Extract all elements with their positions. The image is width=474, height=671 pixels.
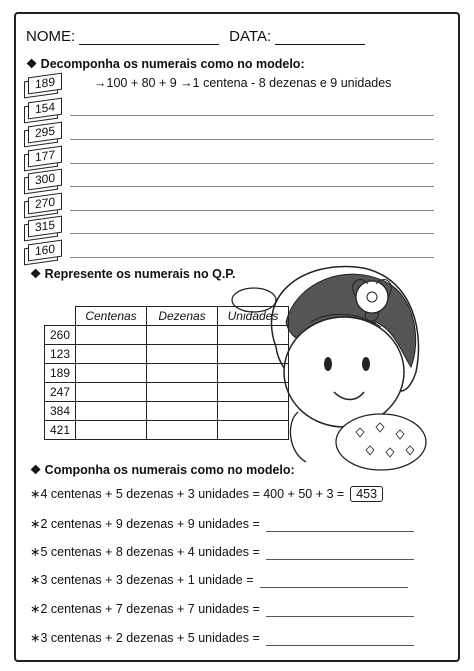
tag-number: 189 [28,73,62,95]
decompose-row [24,170,434,192]
decompose-row [24,217,434,239]
table-row [45,326,289,345]
compose-row [30,630,414,646]
tag-number: 295 [28,122,62,144]
answer-line[interactable] [70,115,434,116]
answer-blank[interactable] [266,517,414,532]
tag-number: 160 [28,240,62,262]
table-row [45,345,289,364]
place-value-table [44,306,289,440]
decompose-row [24,194,434,216]
answer-blank[interactable] [260,573,408,588]
cell-unidades[interactable] [218,345,289,364]
number-tag [24,123,66,141]
compose-text: ∗5 centenas + 8 dezenas + 4 unidades = [30,545,260,559]
cell-centenas[interactable] [76,421,147,440]
answer-line[interactable] [70,139,434,140]
cell-dezenas[interactable] [147,326,218,345]
table-row [45,364,289,383]
tag-number: 315 [28,216,62,238]
row-number: 189 [45,364,76,383]
tag-number: 300 [28,169,62,191]
cell-centenas[interactable] [76,326,147,345]
answer-line[interactable] [70,210,434,211]
cell-unidades[interactable] [218,383,289,402]
cell-unidades[interactable] [218,364,289,383]
cell-dezenas[interactable] [147,345,218,364]
decompose-row [24,74,434,96]
header [26,28,365,45]
number-tag [24,194,66,212]
cell-centenas[interactable] [76,402,147,421]
compose-row [30,544,414,560]
compose-text: ∗3 centenas + 3 dezenas + 1 unidade = [30,573,254,587]
number-tag [24,74,66,92]
model-example: →100 + 80 + 9 →1 centena - 8 dezenas e 9 unidades [94,76,392,90]
answer-blank[interactable] [266,545,414,560]
data-label: DATA: [229,28,272,45]
compose-row [30,486,383,502]
compose-text: ∗2 centenas + 7 dezenas + 7 unidades = [30,602,260,616]
compose-text: ∗4 centenas + 5 dezenas + 3 unidades = 400 + 50 + 3 = [30,487,345,501]
worksheet [14,12,460,662]
cell-dezenas[interactable] [147,421,218,440]
decompose-row [24,99,434,121]
section2-title: ❖ Represente os numerais no Q.P. [30,267,236,281]
tag-number: 177 [28,146,62,168]
answer-line[interactable] [70,233,434,234]
cell-centenas[interactable] [76,345,147,364]
cell-unidades[interactable] [218,421,289,440]
col-centenas: Centenas [76,307,147,326]
table-row [45,383,289,402]
nome-field[interactable] [79,30,219,45]
compose-text: ∗3 centenas + 2 dezenas + 5 unidades = [30,631,260,645]
tag-number: 154 [28,98,62,120]
answer-line[interactable] [70,163,434,164]
data-field[interactable] [275,30,365,45]
row-number: 123 [45,345,76,364]
row-number: 421 [45,421,76,440]
section1-title: ❖ Decomponha os numerais como no modelo: [26,57,305,71]
table-row [45,402,289,421]
number-tag [24,99,66,117]
cell-dezenas[interactable] [147,364,218,383]
answer-line[interactable] [70,186,434,187]
decompose-row [24,123,434,145]
number-tag [24,170,66,188]
cell-unidades[interactable] [218,402,289,421]
answer-blank[interactable] [266,602,414,617]
compose-text: ∗2 centenas + 9 dezenas + 9 unidades = [30,517,260,531]
cell-centenas[interactable] [76,383,147,402]
row-number: 260 [45,326,76,345]
compose-row [30,601,414,617]
compose-row [30,516,414,532]
compose-row [30,572,408,588]
table-row [45,421,289,440]
cell-centenas[interactable] [76,364,147,383]
cell-unidades[interactable] [218,326,289,345]
number-tag [24,217,66,235]
section3-title: ❖ Componha os numerais como no modelo: [30,463,295,477]
tag-number: 270 [28,193,62,215]
col-dezenas: Dezenas [147,307,218,326]
row-number: 384 [45,402,76,421]
number-tag [24,241,66,259]
answer-box: 453 [350,486,383,502]
decompose-row [24,147,434,169]
row-number: 247 [45,383,76,402]
answer-blank[interactable] [266,631,414,646]
cell-dezenas[interactable] [147,383,218,402]
number-tag [24,147,66,165]
cell-dezenas[interactable] [147,402,218,421]
col-unidades: Unidades [218,307,289,326]
nome-label: NOME: [26,28,76,45]
